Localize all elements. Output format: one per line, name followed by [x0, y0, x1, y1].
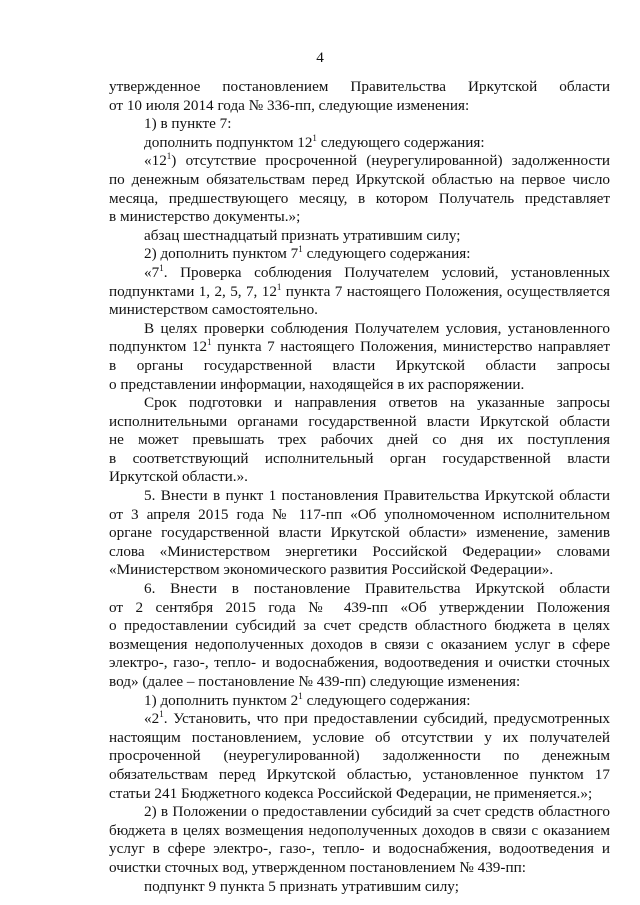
text-line: по денежным обязательствам перед Иркутской областью на первое число	[109, 170, 610, 188]
text-line: «$12^1$) отсутствие просроченной (неурегулированной) задолженности	[144, 151, 610, 170]
page-number: 4	[316, 49, 324, 66]
text-line: статьи 241 Бюджетного кодекса Российской Федерации, не применяется.»;	[109, 784, 593, 802]
text-line: в соответствующий исполнительный орган государственной власти	[109, 449, 610, 467]
text-line: абзац шестнадцатый признать утратившим силу;	[144, 226, 461, 244]
text-line: дополнить подпунктом $12^1$ следующего содержания:	[144, 132, 485, 151]
text-line: утвержденное постановлением Правительства Иркутской области	[109, 78, 610, 95]
text-line: вод» (далее – постановление № 439-пп) следующие изменения:	[109, 673, 521, 690]
text-line: слова «Министерством энергетики Российской Федерации» словами	[109, 542, 610, 560]
text-line: исполнительными органами государственной власти Иркутской области	[109, 412, 610, 430]
text-line: не может превышать трех рабочих дней со дня их поступления	[109, 431, 610, 449]
text-line: от 3 апреля 2015 года № 117-пп «Об уполномоченном исполнительном	[109, 505, 610, 523]
text-line: «Министерством экономического развития Российской Федерации».	[109, 561, 554, 579]
text-line: 2) в Положении о предоставлении субсидий за счет средств областного	[144, 803, 610, 821]
text-line: органе государственной власти Иркутской области» изменение, заменив	[109, 524, 610, 542]
text-line: месяца, предшествующего месяцу, в котором Получатель представляет	[109, 189, 610, 207]
text-line: возмещения недополученных доходов в связи с оказанием услуг в сфере	[109, 635, 610, 653]
text-line: о представлении информации, находящейся в их распоряжении.	[109, 375, 525, 393]
text-line: настоящим постановлением, условие об отсутствии у их получателей	[109, 728, 610, 746]
text-line: 1) дополнить пунктом $2^1$ следующего содержания:	[144, 690, 471, 709]
text-line: подпункт 9 пункта 5 признать утратившим силу;	[144, 877, 459, 895]
text-line: подпунктами 1, 2, 5, 7, $12^1$ пункта 7 настоящего Положения, осуществляется	[109, 281, 610, 300]
text-line: в министерство документы.»;	[109, 208, 301, 226]
text-line: 5. Внести в пункт 1 постановления Правительства Иркутской области	[144, 487, 610, 505]
text-line: бюджета в целях возмещения недополученных доходов в связи с оказанием	[109, 821, 610, 839]
text-line: от 10 июля 2014 года № 336-пп, следующие изменения:	[109, 96, 470, 114]
text-line: обязательствам перед Иркутской областью, установленное пунктом 17	[109, 765, 610, 783]
text-line: Иркутской области.».	[109, 468, 248, 486]
text-line: 1) в пункте 7:	[144, 115, 232, 133]
text-line: просроченной (неурегулированной) задолженности по денежным	[109, 747, 610, 765]
text-line: в органы государственной власти Иркутской области запросы	[109, 356, 610, 374]
text-line: услуг в сфере электро-, газо-, тепло- и водоснабжения, водоотведения и	[109, 840, 610, 858]
text-line: о предоставлении субсидий за счет средств областного бюджета в целях	[109, 617, 610, 635]
text-line: «$7^1$. Проверка соблюдения Получателем условий, установленных	[144, 262, 610, 281]
text-line: В целях проверки соблюдения Получателем условия, установленного	[144, 319, 610, 337]
document-body	[109, 78, 610, 896]
text-line: «$2^1$. Установить, что при предоставлении субсидий, предусмотренных	[144, 709, 610, 728]
text-line: от 2 сентября 2015 года № 439-пп «Об утверждении Положения	[109, 598, 610, 616]
text-line: 2) дополнить пунктом $7^1$ следующего содержания:	[144, 244, 471, 263]
text-line: министерством самостоятельно.	[109, 301, 318, 319]
text-line: Срок подготовки и направления ответов на указанные запросы	[144, 394, 610, 412]
text-line: 6. Внести в постановление Правительства Иркутской области	[144, 580, 610, 598]
text-line: электро-, газо-, тепло- и водоснабжения, водоотведения и очистки сточных	[109, 654, 610, 672]
text-line: подпунктом $12^1$ пункта 7 настоящего Положения, министерство направляет	[109, 337, 610, 356]
text-line: очистки сточных вод, утвержденном постановлением № 439-пп:	[109, 858, 526, 876]
